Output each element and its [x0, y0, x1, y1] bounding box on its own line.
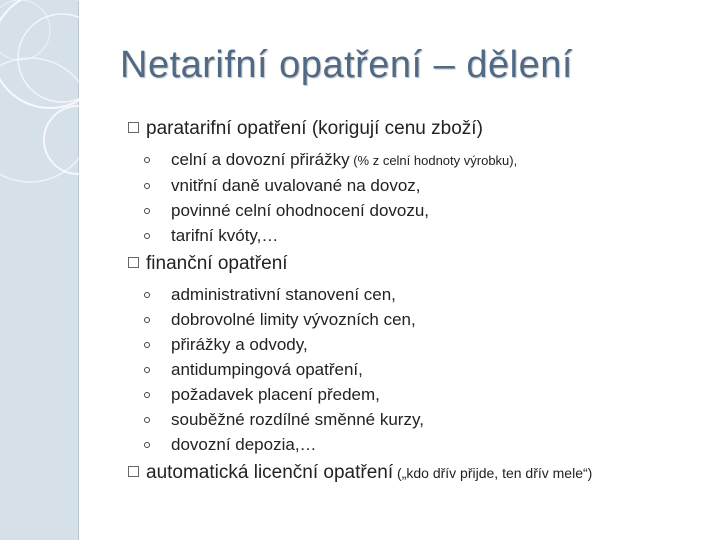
item-text: souběžné rozdílné směnné kurzy, — [171, 410, 424, 429]
bullet-section — [128, 117, 708, 141]
sub-list — [128, 282, 708, 457]
square-bullet-icon — [128, 257, 139, 268]
circle-bullet-icon — [144, 317, 150, 323]
decorative-circles — [0, 0, 120, 220]
list-item — [144, 432, 708, 457]
slide-body — [128, 117, 708, 491]
sub-list — [128, 147, 708, 248]
list-item — [144, 223, 708, 248]
square-bullet-icon — [128, 122, 139, 133]
list-item — [144, 382, 708, 407]
item-text: dobrovolné limity vývozních cen, — [171, 310, 416, 329]
item-text: tarifní kvóty,… — [171, 226, 279, 245]
circle-bullet-icon — [144, 157, 150, 163]
square-bullet-icon — [128, 466, 139, 477]
bullet-section — [128, 461, 708, 485]
list-item — [144, 407, 708, 432]
item-text: administrativní stanovení cen, — [171, 285, 396, 304]
list-item — [144, 173, 708, 198]
circle-bullet-icon — [144, 392, 150, 398]
list-item — [144, 282, 708, 307]
item-text: povinné celní ohodnocení dovozu, — [171, 201, 430, 220]
item-text: antidumpingová opatření, — [171, 360, 363, 379]
circle-bullet-icon — [144, 208, 150, 214]
circle-bullet-icon — [144, 442, 150, 448]
item-text: přirážky a odvody, — [171, 335, 308, 354]
list-item — [144, 198, 708, 223]
list-item — [144, 307, 708, 332]
circle-bullet-icon — [144, 342, 150, 348]
section-text: paratarifní opatření (korigují cenu zboží) — [146, 118, 483, 139]
item-text: dovozní depozia,… — [171, 435, 317, 454]
section-text: automatická licenční opatření — [146, 462, 394, 483]
list-item — [144, 332, 708, 357]
slide-title: Netarifní opatření – dělení — [120, 44, 573, 86]
circle-bullet-icon — [144, 292, 150, 298]
circle-bullet-icon — [144, 417, 150, 423]
circle-bullet-icon — [144, 183, 150, 189]
list-item — [144, 147, 708, 173]
item-text: celní a dovozní přirážky — [171, 150, 350, 169]
decorative-sidebar — [0, 0, 79, 540]
section-note: („kdo dřív přijde, ten dřív mele“) — [393, 465, 593, 481]
circle-bullet-icon — [144, 367, 150, 373]
list-item — [144, 357, 708, 382]
section-text: finanční opatření — [146, 253, 288, 274]
circle-bullet-icon — [144, 233, 150, 239]
item-text: vnitřní daně uvalované na dovoz, — [171, 176, 421, 195]
item-note: (% z celní hodnoty výrobku), — [349, 153, 518, 168]
item-text: požadavek placení předem, — [171, 385, 380, 404]
bullet-section — [128, 252, 708, 276]
